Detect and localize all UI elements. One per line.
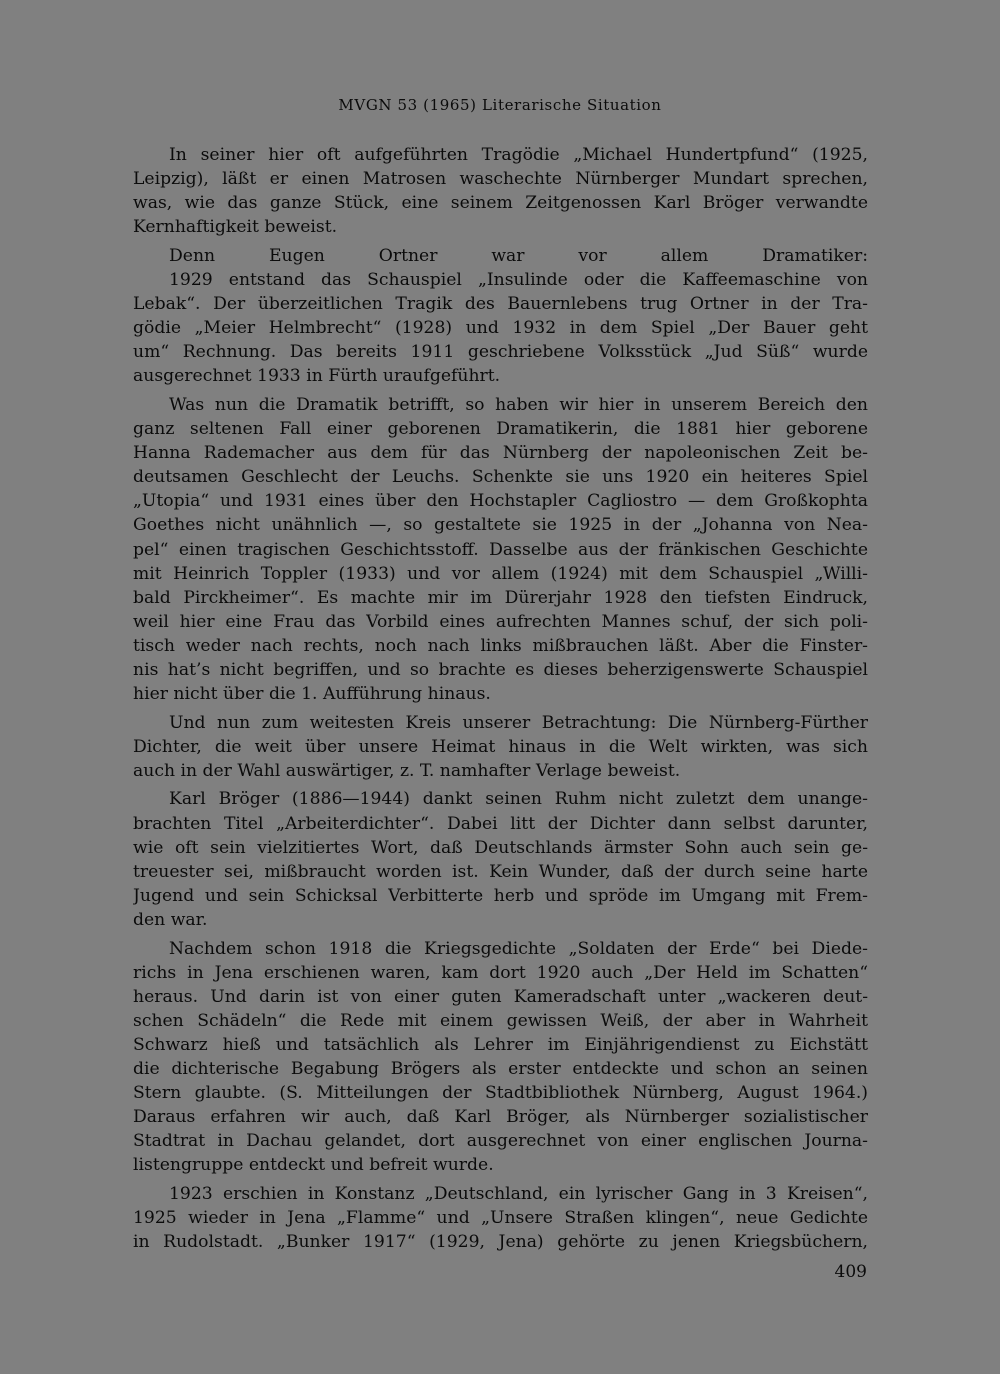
text-line: was, wie das ganze Stück, eine seinem Zeitgenossen Karl Bröger verwandte bbox=[133, 193, 868, 214]
text-line: Jugend und sein Schicksal Verbitterte herb und spröde im Umgang mit Frem- bbox=[133, 885, 868, 906]
text-line: ausgerechnet 1933 in Fürth uraufgeführt. bbox=[133, 366, 501, 387]
text-line: mit Heinrich Toppler (1933) und vor allem (1924) mit dem Schauspiel „Willi- bbox=[133, 563, 868, 584]
text-line: Denn Eugen Ortner war vor allem Dramatiker: bbox=[169, 245, 868, 266]
text-line: pel“ einen tragischen Geschichtsstoff. Dasselbe aus der fränkischen Geschichte bbox=[133, 539, 868, 560]
text-line: Stadtrat in Dachau gelandet, dort ausgerechnet von einer englischen Journa- bbox=[133, 1131, 868, 1152]
text-line: Hanna Rademacher aus dem für das Nürnberg der napoleonischen Zeit be- bbox=[133, 443, 868, 464]
text-line: listengruppe entdeckt und befreit wurde. bbox=[133, 1155, 494, 1176]
text-line: wie oft sein vielzitiertes Wort, daß Deutschlands ärmster Sohn auch sein ge- bbox=[133, 837, 868, 858]
text-line: richs in Jena erschienen waren, kam dort 1920 auch „Der Held im Schatten“ bbox=[133, 962, 868, 983]
text-line: Leipzig), läßt er einen Matrosen waschechte Nürnberger Mundart sprechen, bbox=[133, 169, 868, 190]
text-line: den war. bbox=[133, 909, 208, 930]
text-line: Lebak“. Der überzeitlichen Tragik des Bauernlebens trug Ortner in der Tra- bbox=[133, 294, 868, 315]
text-line: weil hier eine Frau das Vorbild eines aufrechten Mannes schuf, der sich poli- bbox=[133, 611, 868, 632]
text-line: Goethes nicht unähnlich —, so gestaltete sie 1925 in der „Johanna von Nea- bbox=[133, 515, 868, 536]
text-line: Was nun die Dramatik betrifft, so haben wir hier in unserem Bereich den bbox=[169, 394, 868, 415]
text-line: 1925 wieder in Jena „Flamme“ und „Unsere Straßen klingen“, neue Gedichte bbox=[133, 1208, 868, 1229]
text-line: Karl Bröger (1886—1944) dankt seinen Ruhm nicht zuletzt dem unange- bbox=[169, 789, 868, 810]
paragraph bbox=[133, 393, 868, 706]
text-line: in Rudolstadt. „Bunker 1917“ (1929, Jena) gehörte zu jenen Kriegsbüchern, bbox=[133, 1232, 868, 1253]
text-line: ganz seltenen Fall einer geborenen Dramatikerin, die 1881 hier geborene bbox=[133, 419, 868, 440]
text-line: Daraus erfahren wir auch, daß Karl Bröger, als Nürnberger sozialistischer bbox=[133, 1107, 868, 1128]
text-line: 1929 entstand das Schauspiel „Insulinde oder die Kaffeemaschine von bbox=[169, 269, 868, 290]
paragraph bbox=[133, 711, 868, 783]
text-line: Schwarz hieß und tatsächlich als Lehrer im Einjährigendienst zu Eichstätt bbox=[133, 1034, 868, 1055]
text-line: In seiner hier oft aufgeführten Tragödie „Michael Hundertpfund“ (1925, bbox=[169, 145, 868, 165]
paragraph bbox=[133, 244, 868, 389]
text-line: Stern glaubte. (S. Mitteilungen der Stadtbibliothek Nürnberg, August 1964.) bbox=[133, 1083, 868, 1104]
paragraph bbox=[133, 787, 868, 932]
text-line: die dichterische Begabung Brögers als erster entdeckte und schon an seinen bbox=[133, 1058, 868, 1079]
text-line: Nachdem schon 1918 die Kriegsgedichte „Soldaten der Erde“ bei Diede- bbox=[169, 938, 868, 959]
text-line: um“ Rechnung. Das bereits 1911 geschriebene Volksstück „Jud Süß“ wurde bbox=[133, 342, 868, 363]
paragraph bbox=[133, 1182, 868, 1254]
text-line: brachten Titel „Arbeiterdichter“. Dabei litt der Dichter dann selbst darunter, bbox=[133, 813, 868, 834]
text-line: Kernhaftigkeit beweist. bbox=[133, 217, 338, 238]
text-line: bald Pirckheimer“. Es machte mir im Dürerjahr 1928 den tiefsten Eindruck, bbox=[133, 587, 868, 608]
text-line: heraus. Und darin ist von einer guten Kameradschaft unter „wackeren deut- bbox=[133, 986, 868, 1007]
page-number: 409 bbox=[834, 1262, 867, 1282]
body-text bbox=[133, 143, 868, 1254]
text-line: auch in der Wahl auswärtiger, z. T. namhafter Verlage beweist. bbox=[133, 760, 681, 781]
text-line: 1923 erschien in Konstanz „Deutschland, ein lyrischer Gang in 3 Kreisen“, bbox=[169, 1183, 868, 1204]
paragraph bbox=[133, 143, 868, 239]
paragraph bbox=[133, 937, 868, 1178]
running-header: MVGN 53 (1965) Literarische Situation bbox=[338, 96, 662, 114]
text-line: hier nicht über die 1. Aufführung hinaus. bbox=[133, 684, 491, 705]
text-line: gödie „Meier Helmbrecht“ (1928) und 1932 in dem Spiel „Der Bauer geht bbox=[133, 318, 868, 339]
text-line: treuester sei, mißbraucht worden ist. Kein Wunder, daß der durch seine harte bbox=[133, 861, 868, 882]
text-line: Und nun zum weitesten Kreis unserer Betrachtung: Die Nürnberg-Fürther bbox=[169, 712, 868, 733]
text-line: „Utopia“ und 1931 eines über den Hochstapler Cagliostro — dem Großkophta bbox=[133, 491, 868, 512]
text-line: tisch weder nach rechts, noch nach links mißbrauchen läßt. Aber die Finster- bbox=[133, 635, 868, 656]
text-line: nis hat’s nicht begriffen, und so brachte es dieses beherzigenswerte Schauspiel bbox=[133, 659, 868, 680]
text-line: schen Schädeln“ die Rede mit einem gewissen Weiß, der aber in Wahrheit bbox=[133, 1010, 868, 1031]
text-line: Dichter, die weit über unsere Heimat hinaus in die Welt wirkten, was sich bbox=[133, 736, 868, 757]
text-line: deutsamen Geschlecht der Leuchs. Schenkte sie uns 1920 ein heiteres Spiel bbox=[133, 467, 868, 488]
